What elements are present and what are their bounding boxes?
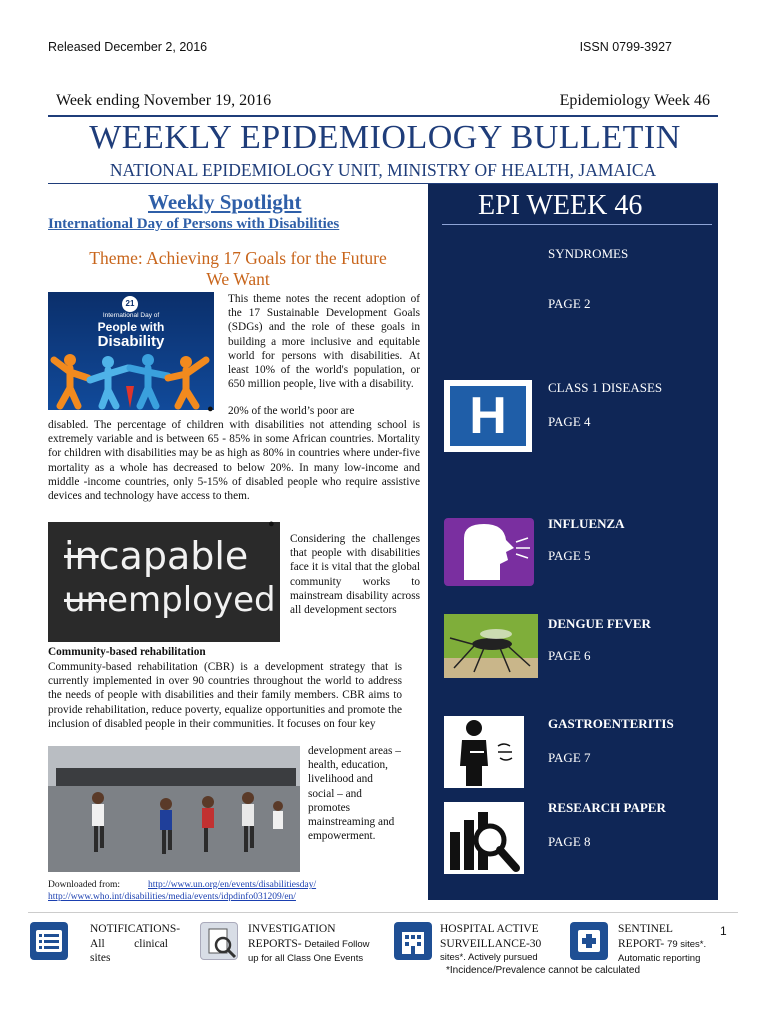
cbr-paragraph: Community-based rehabilitation (CBR) is a development strategy that is currently implemented in over 90 countries throughout the world to address the needs of people with disabilities and their family members. CBR aims to provide rehabilitation, reduce poverty, equalize opportunities and promote the inclusion of disabled people in their communities. It focuses on four key: [48, 661, 402, 730]
download-label: Downloaded from:: [48, 880, 121, 890]
hospital-h-icon: H: [444, 380, 532, 452]
who-link[interactable]: http://www.who.int/disabilities/media/events/idpdinfo031209/en/: [48, 892, 296, 902]
chalk-line-2: [64, 580, 276, 620]
panel-page-dengue: PAGE 6: [548, 648, 591, 663]
investigation-line-2: [248, 937, 398, 953]
bullet-dot: ●: [207, 403, 214, 415]
stomach-ache-icon: [444, 716, 524, 788]
notifications-desc-3: sites: [90, 952, 111, 964]
magnifier-chart-icon: [444, 802, 524, 874]
sentinel-line-3: Automatic reporting: [618, 953, 701, 964]
investigation-title: INVESTIGATION: [248, 923, 336, 935]
mosquito-icon: [444, 614, 538, 678]
panel-page-class-1: PAGE 4: [548, 414, 591, 429]
panel-item-syndromes[interactable]: SYNDROMES: [548, 246, 629, 261]
contents-panel: [428, 184, 718, 900]
panel-item-dengue-fever[interactable]: DENGUE FEVER: [548, 616, 651, 631]
notifications-block: [90, 922, 194, 966]
statistics-paragraph: disabled. The percentage of children with disabilities not attending school is extremely variable and is between 65 - 85% in some African countries. Mortality for children with disabilities may be as high as 80% in countries where under-five mortality as a whole has decreased to below 20%. In many low-income and middle -income countries, only 5-15% of disabled people who require assistive devices and technology have access to them.: [48, 419, 420, 503]
spotlight-subheading: International Day of Persons with Disabilities: [48, 216, 340, 232]
week-ending: Week ending November 19, 2016: [56, 92, 272, 109]
un-link[interactable]: http://www.un.org/en/events/disabilitiesday/: [148, 880, 317, 890]
bulletin-title: WEEKLY EPIDEMIOLOGY BULLETIN: [89, 119, 681, 156]
hospital-line-2: SURVEILLANCE-30: [440, 937, 542, 950]
panel-page-syndromes: PAGE 2: [548, 296, 591, 311]
disability-day-poster: [48, 292, 214, 410]
medical-cross-icon: [570, 922, 608, 960]
chalk-line-1: [64, 534, 248, 578]
theme-line-1: Theme: Achieving 17 Goals for the Future: [89, 248, 387, 268]
sentinel-line-2: [618, 937, 722, 953]
panel-item-class-1-diseases[interactable]: CLASS 1 DISEASES: [548, 380, 663, 395]
panel-title: EPI WEEK 46: [478, 190, 643, 221]
investigation-label: REPORTS-: [248, 937, 302, 950]
word-employed: employed: [107, 580, 276, 620]
issn-number: ISSN 0799-3927: [579, 40, 672, 54]
cbr-continued: development areas – health, education, livelihood and social – and promotes mainstreaming and empowerment.: [308, 745, 401, 843]
mainstream-paragraph: Considering the challenges that people with disabilities face it is vital that the global community works to mainstream disability across all development sectors: [290, 533, 420, 617]
theme-line-2: We Want: [206, 269, 270, 289]
footnote: *Incidence/Prevalence cannot be calculated: [446, 965, 641, 976]
bulletin-subtitle: NATIONAL EPIDEMIOLOGY UNIT, MINISTRY OF HEALTH, JAMAICA: [109, 160, 657, 180]
hospital-line-3: sites*. Actively pursued: [440, 952, 538, 963]
epidemiology-week: Epidemiology Week 46: [559, 92, 710, 109]
poster-line-1: International Day of: [102, 312, 160, 319]
panel-page-influenza: PAGE 5: [548, 548, 591, 563]
struck-prefix-1: in: [64, 534, 99, 578]
panel-item-gastroenteritis[interactable]: GASTROENTERITIS: [548, 716, 674, 731]
sentinel-title: SENTINEL: [618, 923, 673, 935]
theme-paragraph: This theme notes the recent adoption of the 17 Sustainable Development Goals (SDGs) and the role of these goals in building a more inclusive and equitable world for persons with disabilities. At least 10% of the world's population, or 650 million people, live with a disability.: [228, 293, 420, 391]
panel-item-influenza[interactable]: INFLUENZA: [548, 516, 625, 531]
word-capable: capable: [98, 534, 249, 578]
hospital-building-icon: [394, 922, 432, 960]
people-figures-icon: [48, 350, 214, 410]
spotlight-heading: Weekly Spotlight: [148, 190, 302, 214]
runners-illustration: [48, 746, 300, 872]
investigation-block: [248, 922, 398, 967]
release-date: Released December 2, 2016: [48, 40, 208, 54]
magnifier-document-icon: [200, 922, 238, 960]
disability-race-photo: [48, 746, 300, 872]
hospital-block: [440, 922, 568, 966]
bullet-start-text: 20% of the world’s poor are: [228, 405, 355, 417]
struck-prefix-2: un: [64, 580, 108, 620]
cbr-heading: Community-based rehabilitation: [48, 646, 206, 658]
panel-divider: [442, 224, 712, 225]
list-icon: [30, 922, 68, 960]
incapable-unemployed-image: [48, 522, 280, 642]
sentinel-label: REPORT-: [618, 937, 665, 950]
poster-line-3: Disability: [97, 333, 165, 350]
poster-line-2: People with: [97, 320, 165, 334]
investigation-line-3: up for all Class One Events: [248, 953, 364, 964]
sneeze-face-icon: [444, 518, 534, 586]
notifications-desc-2: clinical: [134, 937, 168, 950]
theme-heading: [48, 248, 428, 290]
investigation-desc: Detailed Follow: [304, 938, 370, 950]
notifications-desc-row: [90, 937, 194, 952]
page-number: 1: [720, 924, 727, 938]
panel-page-research: PAGE 8: [548, 834, 591, 849]
notifications-title: NOTIFICATIONS-: [90, 923, 181, 935]
footer-divider: [28, 912, 738, 913]
bullet-dot-2: ●: [268, 518, 275, 530]
notifications-desc-1: All: [90, 937, 105, 950]
panel-item-research-paper[interactable]: RESEARCH PAPER: [548, 800, 666, 815]
sentinel-block: [618, 922, 722, 967]
header-divider: [48, 115, 718, 117]
hospital-title: HOSPITAL ACTIVE: [440, 923, 539, 935]
poster-badge: 21: [122, 296, 138, 312]
sentinel-desc: 79 sites*.: [667, 938, 707, 950]
panel-page-gastro: PAGE 7: [548, 750, 591, 765]
